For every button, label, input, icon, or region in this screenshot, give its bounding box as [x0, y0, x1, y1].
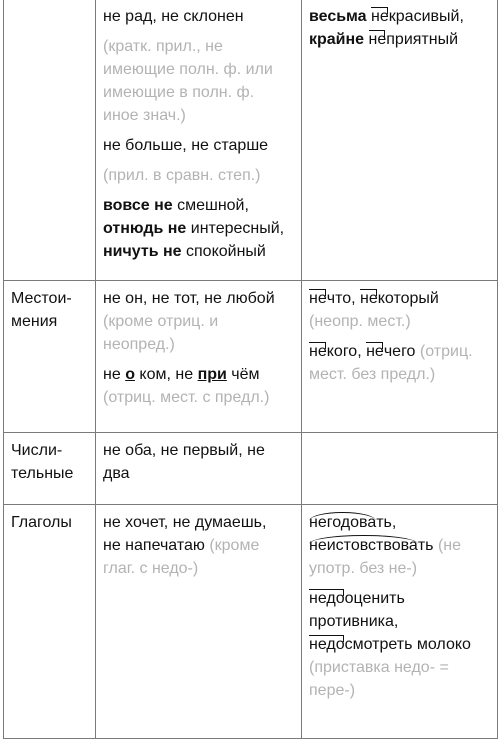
- row-label: Местои-: [11, 290, 72, 307]
- row-label-cell: [4, 433, 96, 505]
- example-line: отнюдь не интересный,: [103, 220, 285, 237]
- example-line: вовсе не смешной,: [103, 197, 249, 214]
- example-line: ничуть не спокойный: [103, 243, 266, 260]
- fused-examples-cell: [302, 433, 498, 505]
- example-note: (приставка недо- = пере-): [309, 659, 449, 699]
- example-note: (прил. в сравн. степ.): [103, 167, 261, 184]
- fused-examples-cell: [302, 281, 498, 433]
- example-note: (отриц. мест. с предл.): [103, 389, 270, 406]
- examples-cell: [96, 281, 302, 433]
- row-label-cell: [4, 0, 96, 281]
- prefix-mark: не: [309, 287, 327, 310]
- examples-cell: [96, 0, 302, 281]
- table-row: [4, 505, 498, 739]
- grammar-table: [3, 0, 498, 739]
- example-line: крайне неприятный: [309, 28, 490, 51]
- example-note: (кроме глаг. с недо-): [103, 537, 260, 577]
- root-mark: неистовствова: [309, 534, 418, 557]
- fused-examples-cell: [302, 505, 498, 739]
- example-line: недооценить: [309, 587, 490, 610]
- prefix-mark: недо: [309, 633, 345, 656]
- example-line: нечто, некоторый: [309, 287, 490, 310]
- row-label-cell: [4, 505, 96, 739]
- example-line: не хочет, не думаешь,: [103, 514, 267, 531]
- row-label: тельные: [11, 465, 74, 482]
- examples-cell: [96, 505, 302, 739]
- example-line: не рад, не склонен: [103, 8, 244, 25]
- prefix-mark: не: [371, 5, 389, 28]
- example-line: неистовствовать (не употр. без не-): [309, 534, 490, 580]
- example-line: противника,: [309, 613, 399, 630]
- prefix-mark: не: [369, 28, 387, 51]
- table-row: [4, 281, 498, 433]
- examples-cell: [96, 433, 302, 505]
- prefix-mark: не: [360, 287, 378, 310]
- example-line: негодовать,: [309, 511, 490, 534]
- row-label: Числи-: [11, 442, 63, 459]
- example-note: (отриц. мест. без предл.): [309, 343, 473, 383]
- table-row: [4, 433, 498, 505]
- example-line: не больше, не старше: [103, 137, 269, 154]
- prefix-mark: не: [366, 340, 384, 363]
- table-row: [4, 0, 498, 281]
- example-line: недосмотреть молоко: [309, 633, 490, 656]
- example-note: (не употр. без не-): [309, 537, 461, 577]
- example-line: не напечатаю (кроме глаг. с недо-): [103, 537, 260, 577]
- example-line: не он, не тот, не любой: [103, 290, 275, 307]
- example-line: не о ком, не при чём: [103, 366, 260, 383]
- root-mark: негодова: [309, 511, 376, 534]
- fused-examples-cell: [302, 0, 498, 281]
- example-note: (кроме отриц. и неопред.): [103, 313, 219, 353]
- example-note: (неопр. мест.): [309, 313, 411, 330]
- row-label: Глаголы: [11, 514, 72, 531]
- row-label-cell: [4, 281, 96, 433]
- row-label: мения: [11, 313, 58, 330]
- example-line: весьма некрасивый,: [309, 5, 490, 28]
- example-note: (кратк. прил., не имеющие полн. ф. или имеющие в полн. ф. иное знач.): [103, 38, 273, 124]
- prefix-mark: не: [309, 340, 327, 363]
- example-line: не оба, не первый, не два: [103, 442, 265, 482]
- prefix-mark: недо: [309, 587, 345, 610]
- example-line: некого, нечего (отриц. мест. без предл.): [309, 340, 490, 386]
